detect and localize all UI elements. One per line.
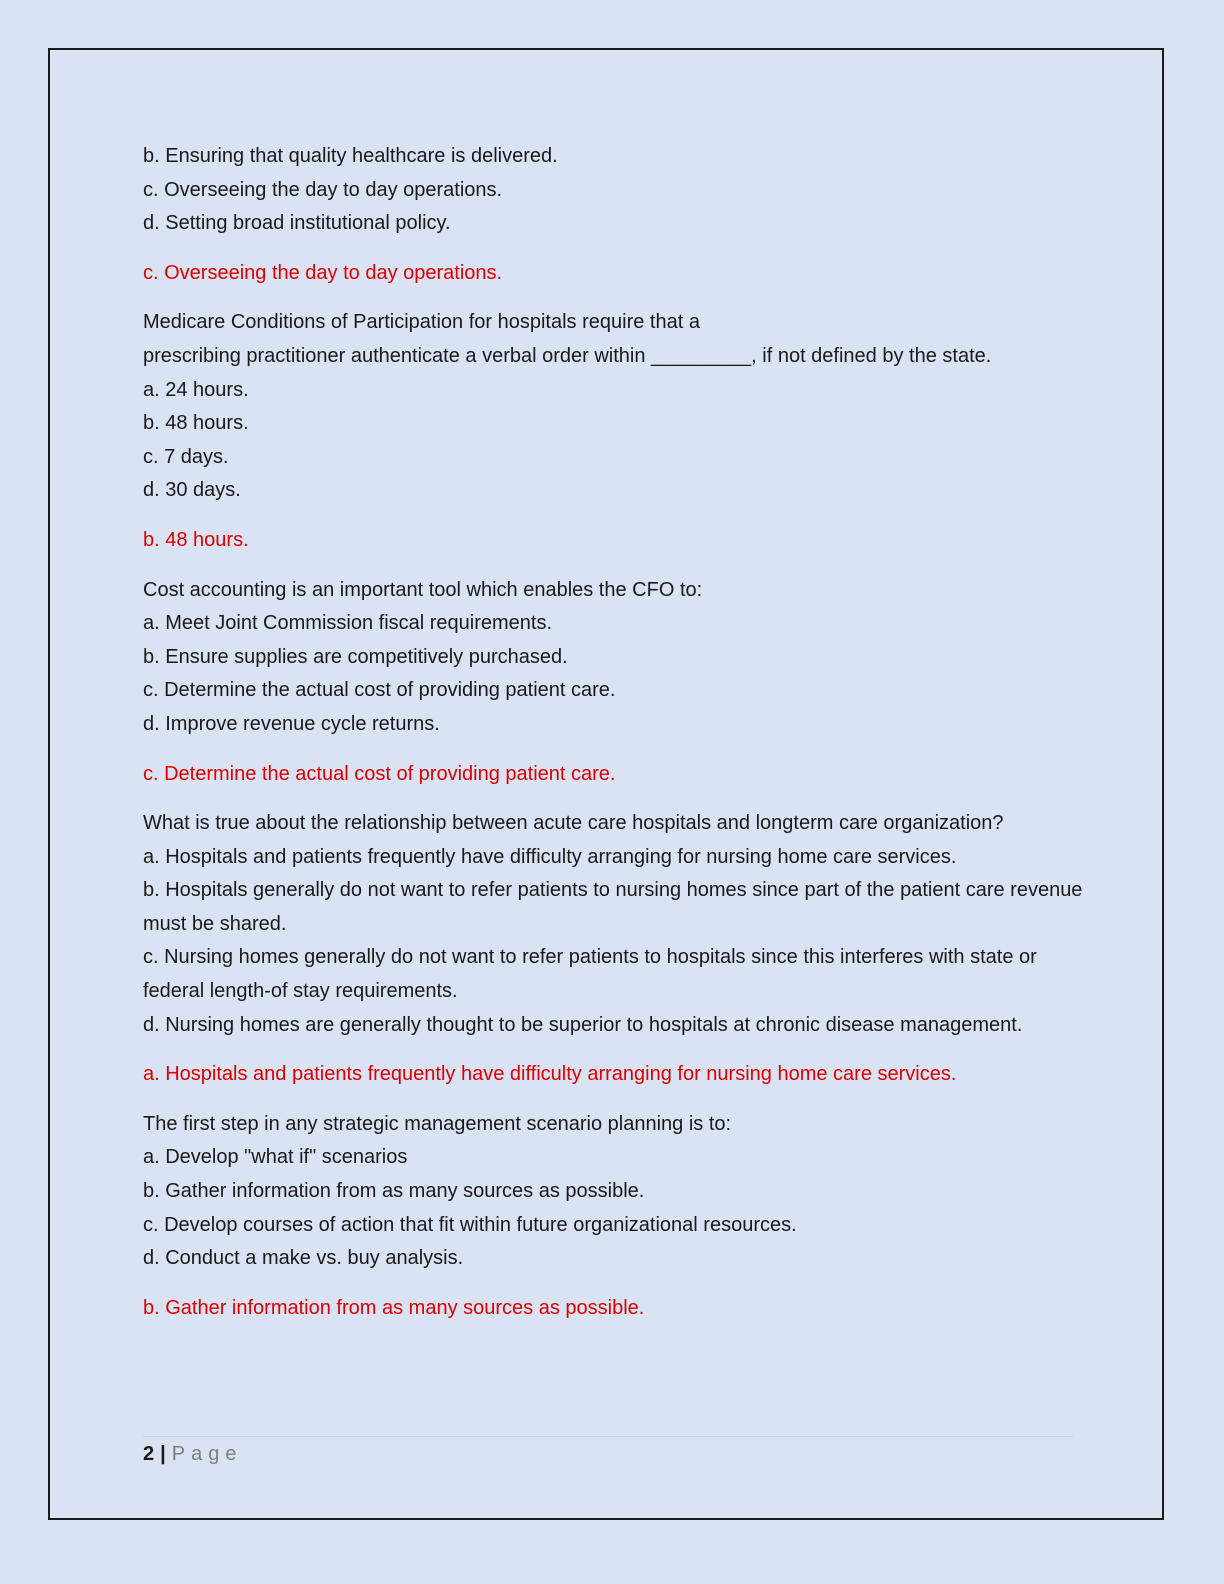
- answer-text: b. Gather information from as many sources as possible.: [143, 1296, 645, 1319]
- option-text: d. Setting broad institutional policy.: [143, 212, 451, 235]
- answer-text: a. Hospitals and patients frequently have difficulty arranging for nursing home care services.: [143, 1063, 957, 1086]
- option-text: a. Meet Joint Commission fiscal requirements.: [143, 612, 553, 635]
- question-stem: prescribing practitioner authenticate a verbal order within _________, if not defined by the state.: [143, 344, 992, 367]
- option-text: b. 48 hours.: [143, 412, 249, 435]
- question-block: [143, 574, 1083, 792]
- question-block: [143, 140, 1083, 290]
- document-body: [143, 140, 1083, 1341]
- option-text: a. Hospitals and patients frequently have difficulty arranging for nursing home care services.: [143, 845, 957, 868]
- option-text: a. Develop "what if" scenarios: [143, 1146, 408, 1169]
- question-block: [143, 306, 1083, 557]
- page-label: Page: [171, 1443, 243, 1465]
- answer-text: c. Determine the actual cost of providing patient care.: [143, 762, 616, 785]
- page-number: 2: [143, 1443, 155, 1465]
- option-text: b. Gather information from as many sources as possible.: [143, 1180, 645, 1203]
- option-text: d. Nursing homes are generally thought to be superior to hospitals at chronic disease management.: [143, 1013, 1023, 1036]
- question-stem: What is true about the relationship between acute care hospitals and longterm care organization?: [143, 812, 1004, 835]
- answer-text: b. 48 hours.: [143, 528, 249, 551]
- question-stem: Medicare Conditions of Participation for hospitals require that a: [143, 311, 700, 334]
- option-text: d. Improve revenue cycle returns.: [143, 712, 440, 735]
- option-text: d. Conduct a make vs. buy analysis.: [143, 1247, 464, 1270]
- option-text: c. Develop courses of action that fit within future organizational resources.: [143, 1213, 797, 1236]
- option-text: b. Ensure supplies are competitively purchased.: [143, 645, 568, 668]
- answer-text: c. Overseeing the day to day operations.: [143, 261, 503, 284]
- question-block: [143, 1108, 1083, 1326]
- page-footer: [143, 1440, 242, 1468]
- option-text: b. Hospitals generally do not want to refer patients to nursing homes since part of the patient care revenue must be shared.: [143, 879, 1083, 935]
- option-text: a. 24 hours.: [143, 378, 249, 401]
- option-text: b. Ensuring that quality healthcare is delivered.: [143, 145, 558, 167]
- question-stem: The first step in any strategic management scenario planning is to:: [143, 1112, 732, 1135]
- option-text: c. Nursing homes generally do not want to refer patients to hospitals since this interferes with state or federal length-of stay requirements.: [143, 946, 1037, 1003]
- question-block: [143, 807, 1083, 1092]
- footer-separator: |: [160, 1443, 166, 1465]
- option-text: d. 30 days.: [143, 479, 241, 502]
- option-text: c. Overseeing the day to day operations.: [143, 178, 503, 201]
- question-stem: Cost accounting is an important tool which enables the CFO to:: [143, 578, 703, 601]
- option-text: c. Determine the actual cost of providing patient care.: [143, 679, 616, 702]
- option-text: c. 7 days.: [143, 445, 229, 468]
- footer-divider: [143, 1436, 1073, 1437]
